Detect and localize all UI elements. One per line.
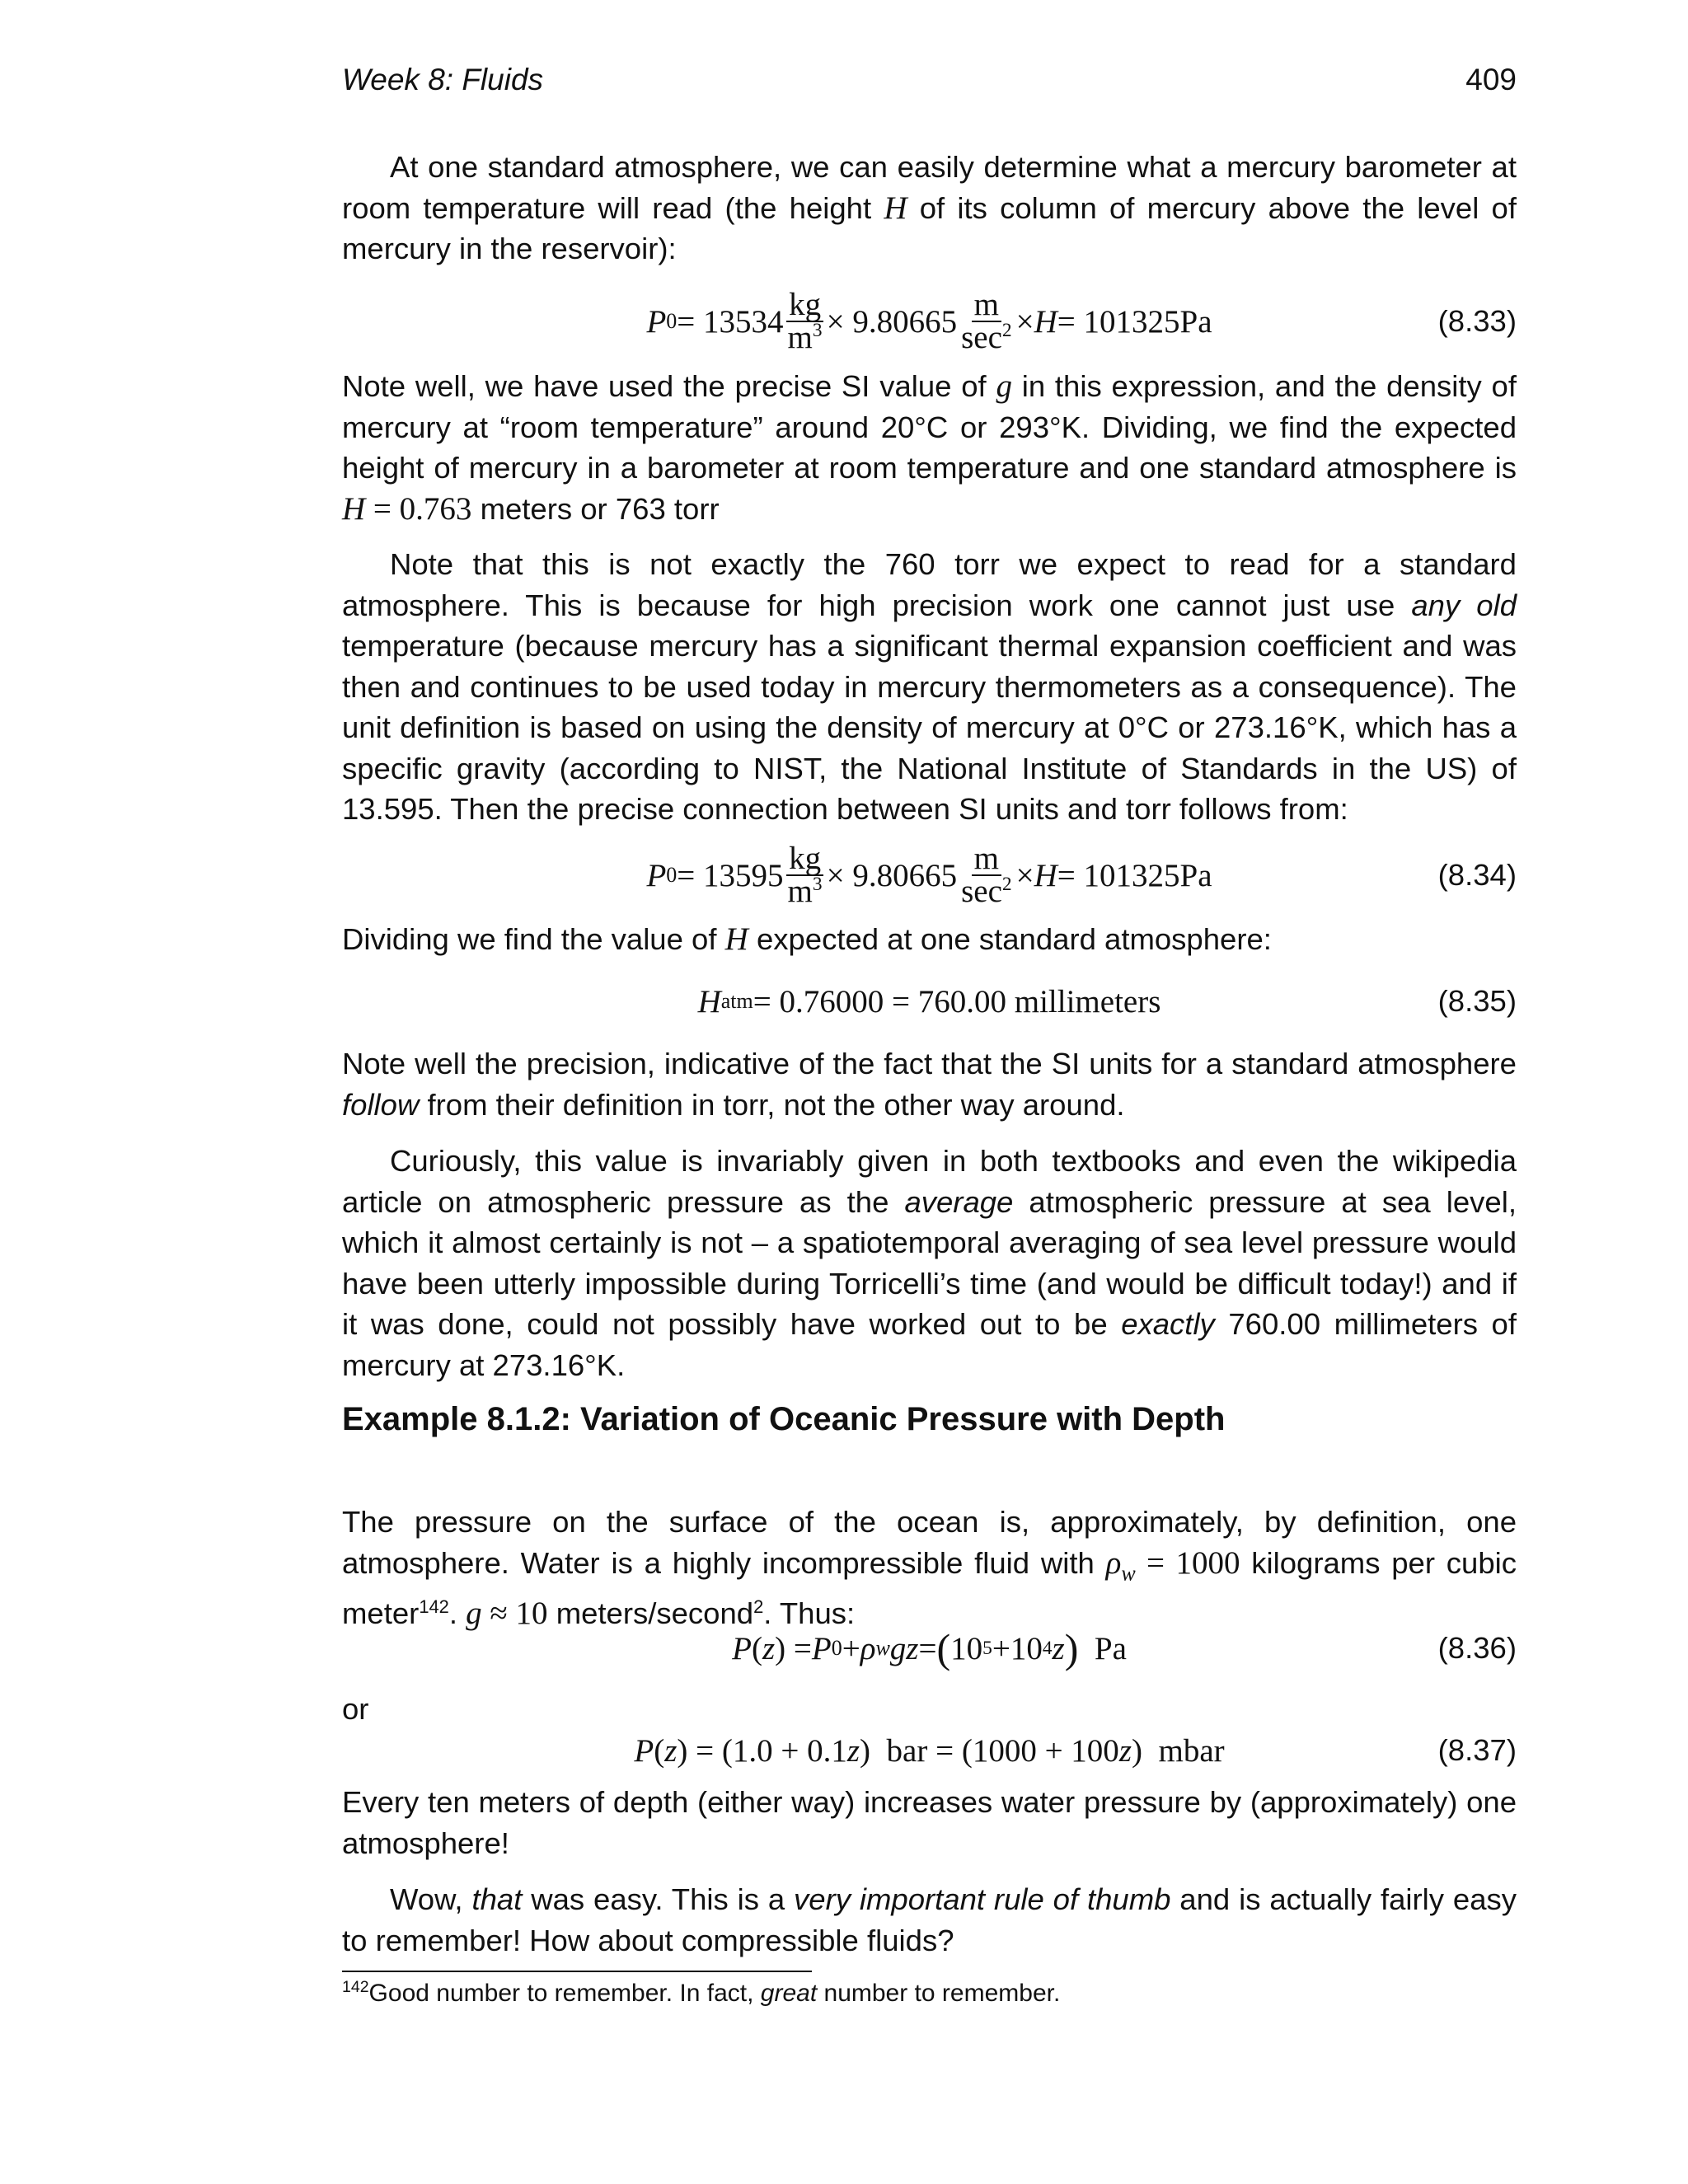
equation-number: (8.37) [1437,1733,1517,1767]
paragraph-ocean-surface: The pressure on the surface of the ocean is, approximately, by definition, one atmosphere. Water is a highly incompressible fluid with $\rho_w = 1000$ kilograms per cubic meter$^{142}$. g ≈ 10 meters/second$^2$. Thus: [342,1505,1517,1632]
equation-number: (8.34) [1437,858,1517,892]
footnote-142: $^{142}$Good number to remember. In fact, great number to remember. [342,1978,1061,2007]
equation-number: (8.35) [1437,984,1517,1018]
equation-8-34: P 0 = 13595 $\frac{kg}{m^3}$ × 9.80665 $\frac{m}{\sec^2}$ × H = 101325Pa (8.34) [342,834,1517,916]
equation-number: (8.33) [1437,304,1517,338]
paragraph-precision: Note well the precision, indicative of the fact that the SI units for a standard atmosphere follow from their definition in torr, not the other way around. [342,1047,1517,1122]
paragraph-ten-meters: Every ten meters of depth (either way) increases water pressure by (approximately) one atmosphere! [342,1785,1517,1860]
paragraph-note-si-value: Note well, we have used the precise SI value of g in this expression, and the density of mercury at “room temperature” around 20°C or 293°K. Dividing, we find the expected height of mercury in a barometer at room temperature and one standard atmosphere is H = 0.763 meters or 763 torr [342,368,1517,527]
example-heading: Example 8.1.2: Variation of Oceanic Pressure with Depth [342,1401,1226,1437]
or-text: or [342,1692,369,1726]
paragraph-760-torr: Note that this is not exactly the 760 torr we expect to read for a standard atmosphere. This is because for high precision work one cannot just use any old temperature (because mercury has a significant thermal expansion coefficient and was then and continues to be used today in mercury thermometers as a consequence). The unit definition is based on using the density of mercury at 0°C or 273.16°K, which has a specific gravity (according to NIST, the National Institute of Standards in the US) of 13.595. Then the precise connection between SI units and torr follows from: [342,547,1517,826]
equation-number: (8.36) [1437,1631,1517,1665]
paragraph-dividing: Dividing we find the value of H expected at one standard atmosphere: [342,921,1272,957]
equation-8-35: H atm = 0.76000 = 760.00 millimeters (8.35) [342,960,1517,1043]
paragraph-curiously: Curiously, this value is invariably given in both textbooks and even the wikipedia article on atmospheric pressure as the average atmospheric pressure at sea level, which it almost certainly is not – a spatiotemporal averaging of sea level pressure would have been utterly impossible during Torricelli’s time (and would be difficult today!) and if it was done, could not possibly have worked out to be exactly 760.00 millimeters of mercury at 273.16°K. [342,1144,1517,1382]
running-title: Week 8: Fluids [342,63,544,96]
equation-8-36: P ( z ) = P 0 + ρ w gz = ( 10 5 + 10 4 z ) Pa (8.36) [342,1607,1517,1690]
equation-8-37: P ( z ) = (1.0 + 0.1 z ) bar = (1000 + 100 z ) mbar (8.37) [342,1709,1517,1792]
paragraph-rule-of-thumb: Wow, that was easy. This is a very important rule of thumb and is actually fairly easy to remember! How about compressible fluids? [342,1882,1517,1957]
paragraph-barometer-intro: At one standard atmosphere, we can easily determine what a mercury barometer at room temperature will read (the height H of its column of mercury above the level of mercury in the reservoir): [342,150,1517,265]
footnote-rule [342,1971,812,1972]
page-number: 409 [1465,63,1517,96]
footnote-ref: 142 [419,1596,449,1618]
equation-8-33: P 0 = 13534 $\frac{kg}{m^3}$ × 9.80665 $\frac{m}{\sec^2}$ × H = 101325Pa (8.33) [342,280,1517,363]
